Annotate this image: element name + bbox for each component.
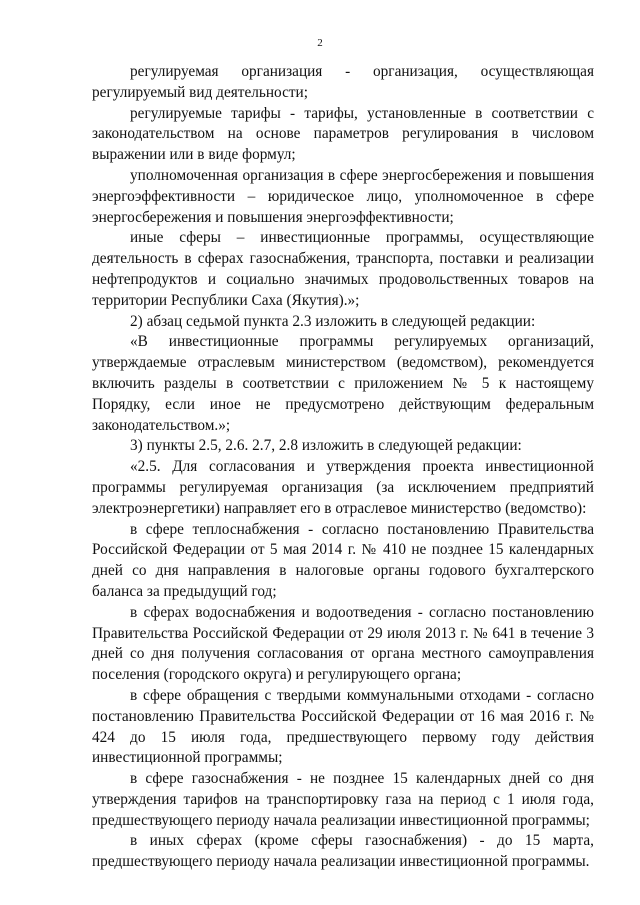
paragraph-item-2: 2) абзац седьмой пункта 2.3 изложить в следующей редакции:: [130, 312, 536, 330]
paragraph-solid-waste: в сфере обращения с твердыми коммунальными отходами - согласно постановлению Правительства Российской Федерации от 16 мая 2016 г. № 424 до 15 июля года, предшествующего первому году действия инвестиционной программы;: [92, 686, 594, 767]
paragraph-authorized-organization: уполномоченная организация в сфере энергосбережения и повышения энергоэффективности – юридическое лицо, уполномоченное в сфере энергосбережения и повышения энергоэффективности;: [92, 166, 594, 226]
paragraph-item-3: 3) пункты 2.5, 2.6. 2.7, 2.8 изложить в следующей редакции:: [130, 437, 522, 455]
page-number: 2: [317, 37, 323, 49]
paragraph-other-spheres: иные сферы – инвестиционные программы, осуществляющие деятельность в сферах газоснабжения, транспорта, поставки и реализации нефтепродуктов и социально значимых продовольственных товаров на территории Республики Саха (Якутия).»;: [92, 229, 594, 309]
paragraph-water-supply: в сферах водоснабжения и водоотведения - согласно постановлению Правительства Российской Федерации от 29 июля 2013 г. № 641 в течение 3 дней со дня получения согласования от органа местного самоуправления поселения (городского округа) и регулирующего органа;: [92, 603, 594, 684]
paragraph-other-spheres-deadline: в иных сферах (кроме сферы газоснабжения) - до 15 марта, предшествующего периоду начала реализации инвестиционной программы.: [92, 832, 594, 871]
paragraph-regulated-tariffs: регулируемые тарифы - тарифы, установленные в соответствии с законодательством на основе параметров регулирования в числовом выражении или в виде формул;: [92, 104, 594, 164]
document-body: [92, 62, 594, 873]
paragraph-regulated-organization: регулируемая организация - организация, осуществляющая регулируемый вид деятельности;: [92, 63, 594, 101]
paragraph-investment-programs-quote: «В инвестиционные программы регулируемых организаций, утверждаемые отраслевым министерством (ведомством), рекомендуется включить разделы в соответствии с приложением № 5 к настоящему Порядку, если иное не предусмотрено действующим федеральным законодательством.»;: [92, 333, 594, 434]
paragraph-clause-2-5: «2.5. Для согласования и утверждения проекта инвестиционной программы регулируемая организация (за исключением предприятий электроэнергетики) направляет его в отраслевое министерство (ведомство):: [92, 458, 594, 517]
paragraph-gas-supply: в сфере газоснабжения - не позднее 15 календарных дней со дня утверждения тарифов на транспортировку газа на период с 1 июля года, предшествующего периоду начала реализации инвестиционной программы;: [92, 770, 594, 829]
paragraph-heat-supply: в сфере теплоснабжения - согласно постановлению Правительства Российской Федерации от 5 мая 2014 г. № 410 не позднее 15 календарных дней со дня направления в налоговые органы годового бухгалтерского баланса за предыдущий год;: [92, 520, 594, 600]
